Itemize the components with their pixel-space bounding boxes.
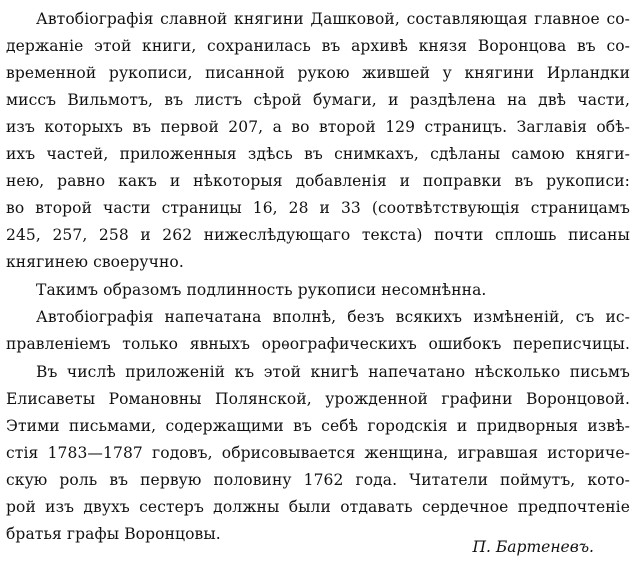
text-line: Этими письмами, содержащими въ себѣ городскія и придворныя извѣ- — [6, 417, 630, 435]
text-line: во второй части страницы 16, 28 и 33 (соотвѣтствующія страницамъ — [6, 199, 630, 217]
text-line: рой изъ двухъ сестеръ должны были отдавать сердечное предпочтеніе — [6, 498, 630, 516]
text-line: 245, 257, 258 и 262 нижеслѣдующаго текста) почти сплошь писаны — [6, 226, 630, 244]
text-line: братья графы Воронцовы. — [6, 525, 221, 543]
text-line: скую роль въ первую половину 1762 года. Читатели поймутъ, кото- — [6, 471, 630, 489]
text-line: княгинею своеручно. — [6, 253, 184, 271]
text-line: миссъ Вильмотъ, въ листъ сѣрой бумаги, и раздѣлена на двѣ части, — [6, 91, 630, 109]
text-line: ихъ частей, приложенныя здѣсь въ снимкахъ, сдѣланы самою княги- — [6, 145, 630, 163]
text-line: держаніе этой книги, сохранилась въ архивѣ князя Воронцова въ со- — [6, 37, 630, 55]
text-line: Въ числѣ приложеній къ этой книгѣ напечатано нѣсколько письмъ — [36, 363, 630, 381]
text-line: стія 1783—1787 годовъ, обрисовывается женщина, игравшая историче- — [6, 444, 630, 462]
author-signature: П. Бартеневъ. — [472, 538, 594, 556]
text-line: Елисаветы Романовны Полянской, урожденной графини Воронцовой. — [6, 390, 630, 408]
text-line: Автобіографія славной княгини Дашковой, составляющая главное со- — [36, 10, 630, 28]
text-line: Автобіографія напечатана вполнѣ, безъ всякихъ измѣненій, съ ис- — [36, 308, 630, 326]
text-line: изъ которыхъ въ первой 207, а во второй 129 страницъ. Заглавія обѣ- — [6, 118, 630, 136]
text-line: правленіемъ только явныхъ орѳографическихъ ошибокъ переписчицы. — [6, 335, 630, 353]
text-line: Такимъ образомъ подлинность рукописи несомнѣнна. — [36, 281, 487, 299]
document-page — [6, 0, 630, 580]
text-line: нею, равно какъ и нѣкоторыя добавленія и поправки въ рукописи: — [6, 172, 630, 190]
text-line: временной рукописи, писанной рукою жившей у княгини Ирландки — [6, 64, 630, 82]
